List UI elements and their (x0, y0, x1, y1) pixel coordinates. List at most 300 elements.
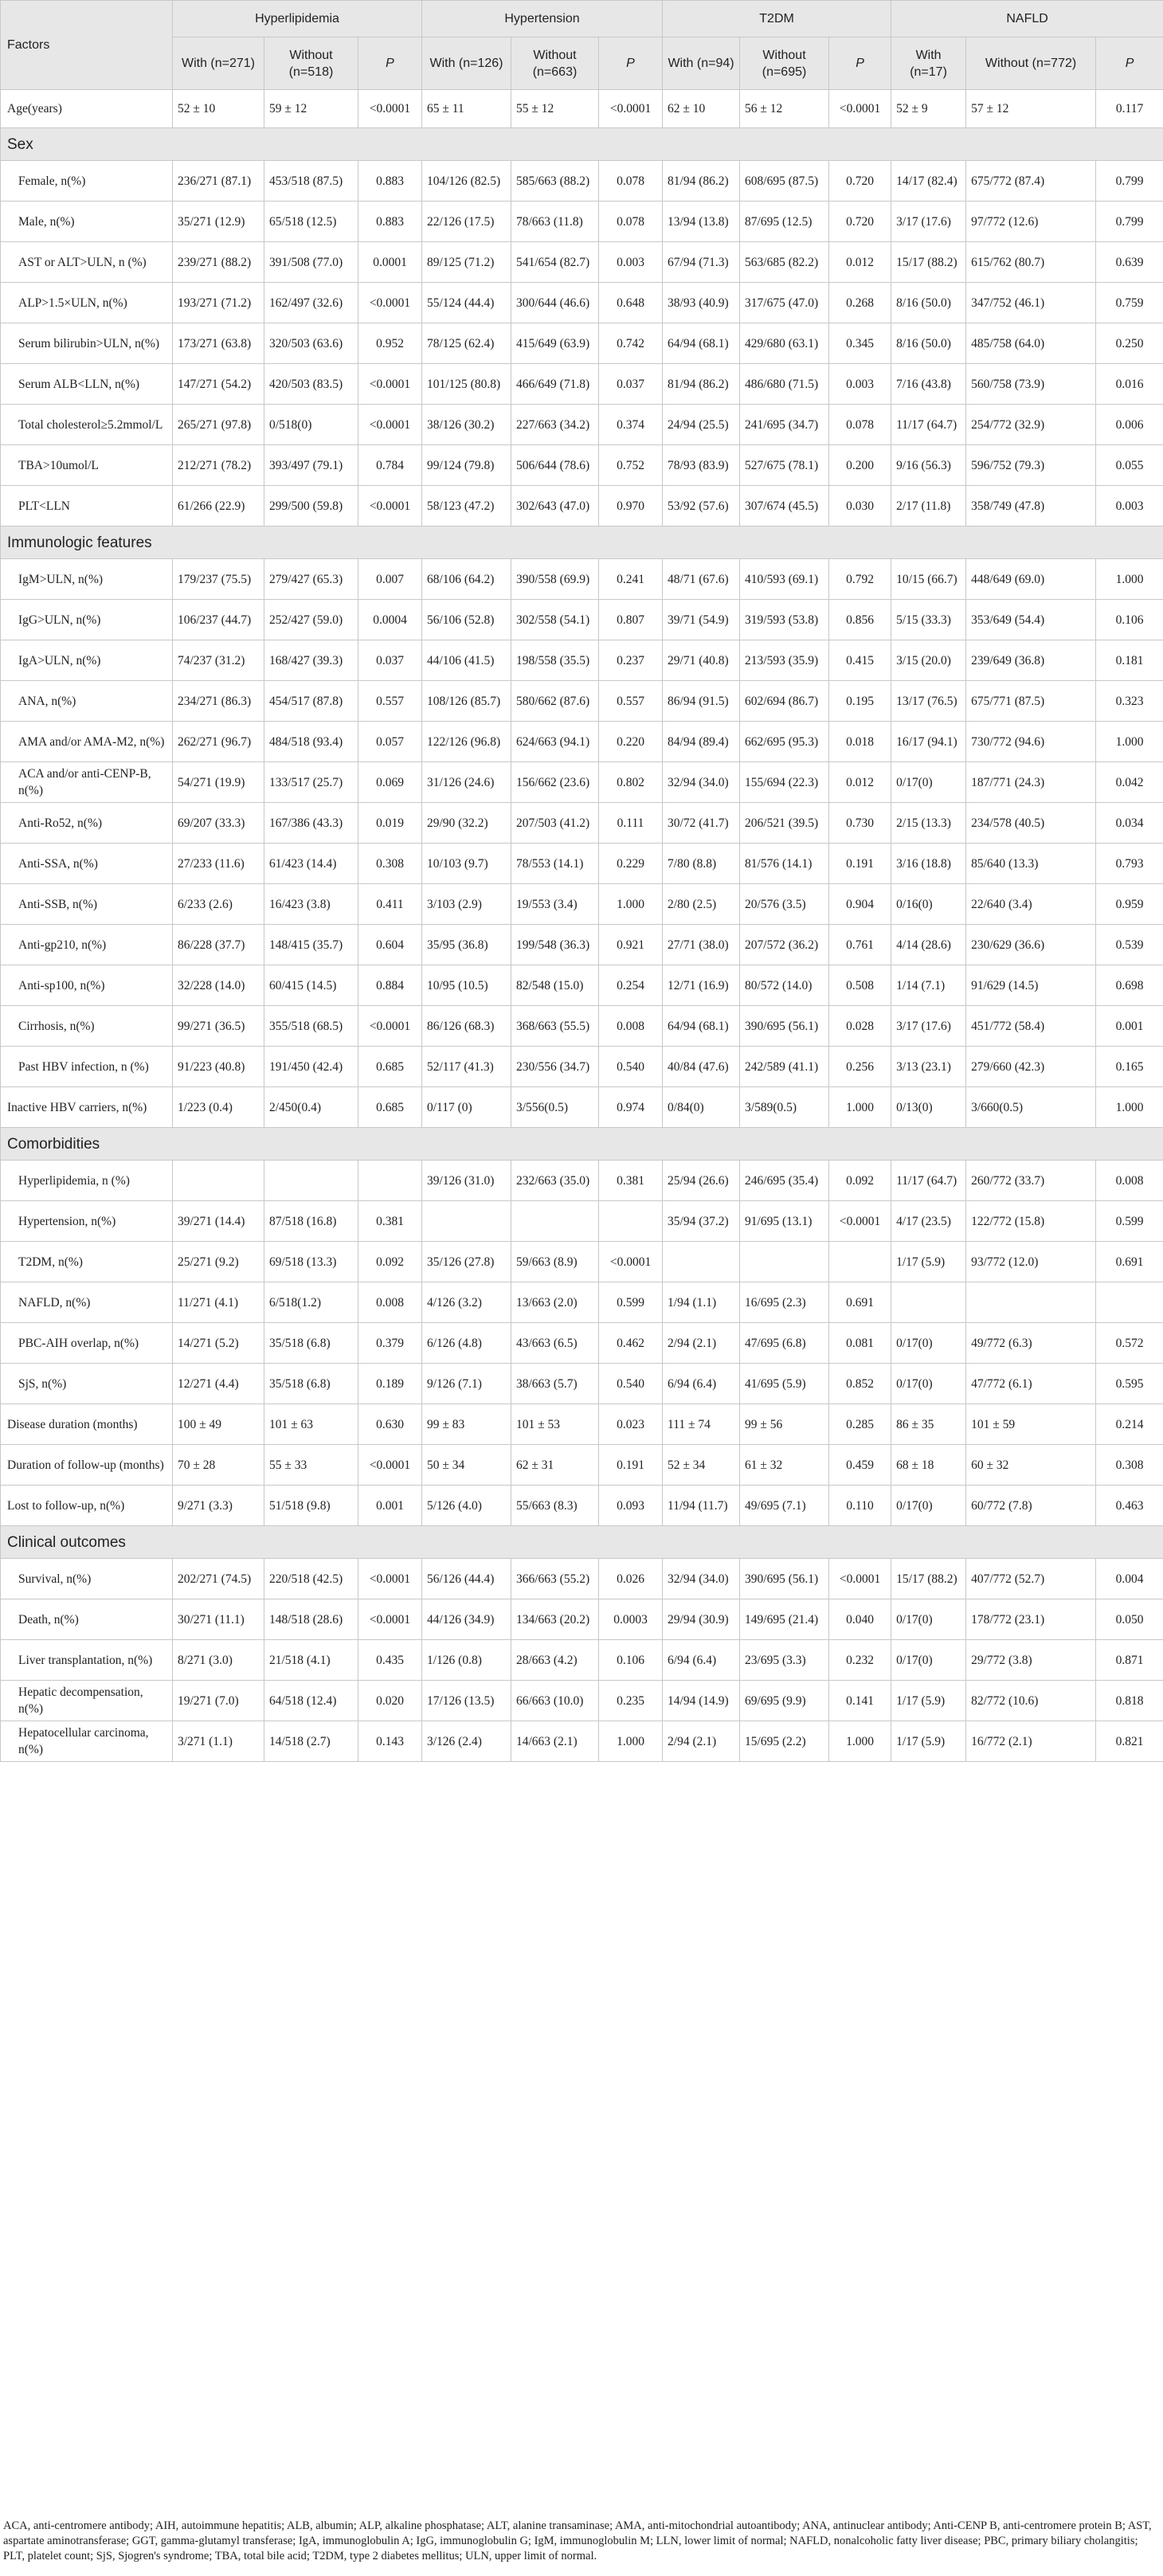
with-cell: 11/94 (11.7) (663, 1486, 740, 1526)
without-cell: 59/663 (8.9) (511, 1242, 599, 1282)
with-cell: 106/237 (44.7) (173, 600, 264, 640)
without-cell: 319/593 (53.8) (740, 600, 829, 640)
p-value-cell: 0.691 (829, 1282, 891, 1323)
p-value-cell: <0.0001 (829, 90, 891, 128)
table-row (1, 1323, 1163, 1364)
with-cell: 35/95 (36.8) (422, 925, 511, 965)
without-cell: 420/503 (83.5) (264, 364, 358, 405)
without-cell: 560/758 (73.9) (966, 364, 1096, 405)
with-cell: 101/125 (80.8) (422, 364, 511, 405)
without-cell: 28/663 (4.2) (511, 1640, 599, 1681)
table-row (1, 1006, 1163, 1047)
without-cell: 59 ± 12 (264, 90, 358, 128)
table-row (1, 445, 1163, 486)
with-cell: 111 ± 74 (663, 1404, 740, 1445)
subheader-with: With (n=17) (891, 37, 966, 90)
p-value-cell: 0.952 (358, 323, 422, 364)
with-cell: 32/94 (34.0) (663, 1559, 740, 1599)
without-cell: 55 ± 12 (511, 90, 599, 128)
with-cell: 39/126 (31.0) (422, 1161, 511, 1201)
without-cell: 16/695 (2.3) (740, 1282, 829, 1323)
without-cell: 35/518 (6.8) (264, 1323, 358, 1364)
without-cell: 347/752 (46.1) (966, 283, 1096, 323)
with-cell: 78/93 (83.9) (663, 445, 740, 486)
p-value-cell: 0.214 (1096, 1404, 1163, 1445)
with-cell: 6/94 (6.4) (663, 1640, 740, 1681)
with-cell: 48/71 (67.6) (663, 559, 740, 600)
p-value-cell: 0.411 (358, 884, 422, 925)
factor-label: Female, n(%) (1, 161, 173, 202)
without-cell: 486/680 (71.5) (740, 364, 829, 405)
with-cell: 86/228 (37.7) (173, 925, 264, 965)
p-value-cell: 0.023 (599, 1404, 663, 1445)
with-cell: 27/233 (11.6) (173, 844, 264, 884)
subheader-with: With (n=94) (663, 37, 740, 90)
without-cell: 178/772 (23.1) (966, 1599, 1096, 1640)
without-cell: 302/643 (47.0) (511, 486, 599, 527)
table-row (1, 1087, 1163, 1128)
without-cell: 206/521 (39.5) (740, 803, 829, 844)
factor-label: AMA and/or AMA-M2, n(%) (1, 722, 173, 762)
with-cell: 29/90 (32.2) (422, 803, 511, 844)
with-cell: 35/271 (12.9) (173, 202, 264, 242)
without-cell: 61/423 (14.4) (264, 844, 358, 884)
without-cell: 61 ± 32 (740, 1445, 829, 1486)
table-row (1, 486, 1163, 527)
with-cell: 265/271 (97.8) (173, 405, 264, 445)
table-row (1, 762, 1163, 803)
without-cell: 167/386 (43.3) (264, 803, 358, 844)
table-row (1, 1445, 1163, 1486)
p-value-cell: 0.648 (599, 283, 663, 323)
without-cell: 391/508 (77.0) (264, 242, 358, 283)
factor-label: Hepatocellular carcinoma, n(%) (1, 1721, 173, 1762)
factor-label: ACA and/or anti-CENP-B, n(%) (1, 762, 173, 803)
with-cell: 4/17 (23.5) (891, 1201, 966, 1242)
without-cell: 355/518 (68.5) (264, 1006, 358, 1047)
without-cell: 3/660(0.5) (966, 1087, 1096, 1128)
with-cell: 32/228 (14.0) (173, 965, 264, 1006)
p-value-cell: 0.254 (599, 965, 663, 1006)
with-cell: 13/17 (76.5) (891, 681, 966, 722)
with-cell: 0/17(0) (891, 762, 966, 803)
with-cell: 13/94 (13.8) (663, 202, 740, 242)
p-value-cell: 0.784 (358, 445, 422, 486)
with-cell: 236/271 (87.1) (173, 161, 264, 202)
with-cell: 14/94 (14.9) (663, 1681, 740, 1721)
p-value-cell: 0.720 (829, 202, 891, 242)
with-cell: 12/271 (4.4) (173, 1364, 264, 1404)
p-value-cell: 0.012 (829, 762, 891, 803)
without-cell: 101 ± 59 (966, 1404, 1096, 1445)
without-cell: 317/675 (47.0) (740, 283, 829, 323)
without-cell: 57 ± 12 (966, 90, 1096, 128)
without-cell: 232/663 (35.0) (511, 1161, 599, 1201)
with-cell: 24/94 (25.5) (663, 405, 740, 445)
with-cell: 30/271 (11.1) (173, 1599, 264, 1640)
p-value-cell: 0.003 (829, 364, 891, 405)
with-cell (663, 1242, 740, 1282)
p-value-cell: 0.852 (829, 1364, 891, 1404)
p-value-cell: 1.000 (1096, 1087, 1163, 1128)
p-value-cell: <0.0001 (358, 283, 422, 323)
table-row (1, 722, 1163, 762)
without-cell: 97/772 (12.6) (966, 202, 1096, 242)
p-value-cell: 0.040 (829, 1599, 891, 1640)
subheader-without: Without (n=663) (511, 37, 599, 90)
without-cell: 302/558 (54.1) (511, 600, 599, 640)
p-value-cell: <0.0001 (599, 1242, 663, 1282)
table-row (1, 405, 1163, 445)
with-cell: 52 ± 9 (891, 90, 966, 128)
with-cell: 27/71 (38.0) (663, 925, 740, 965)
without-cell: 29/772 (3.8) (966, 1640, 1096, 1681)
p-value-cell: 0.181 (1096, 640, 1163, 681)
with-cell: 212/271 (78.2) (173, 445, 264, 486)
p-value-cell: 0.078 (829, 405, 891, 445)
without-cell (966, 1282, 1096, 1323)
without-cell: 527/675 (78.1) (740, 445, 829, 486)
p-value-cell: 0.308 (1096, 1445, 1163, 1486)
without-cell: 49/695 (7.1) (740, 1486, 829, 1526)
without-cell: 78/553 (14.1) (511, 844, 599, 884)
without-cell: 3/556(0.5) (511, 1087, 599, 1128)
table-row (1, 1681, 1163, 1721)
without-cell: 563/685 (82.2) (740, 242, 829, 283)
with-cell: 44/106 (41.5) (422, 640, 511, 681)
without-cell: 608/695 (87.5) (740, 161, 829, 202)
p-value-cell (1096, 1282, 1163, 1323)
without-cell: 21/518 (4.1) (264, 1640, 358, 1681)
with-cell: 84/94 (89.4) (663, 722, 740, 762)
p-value-cell: 0.759 (1096, 283, 1163, 323)
with-cell: 25/271 (9.2) (173, 1242, 264, 1282)
factor-label: Hyperlipidemia, n (%) (1, 1161, 173, 1201)
with-cell: 29/71 (40.8) (663, 640, 740, 681)
with-cell: 35/126 (27.8) (422, 1242, 511, 1282)
p-value-cell: 0.037 (599, 364, 663, 405)
with-cell: 108/126 (85.7) (422, 681, 511, 722)
section-row (1, 1128, 1163, 1161)
subheader-p: P (599, 37, 663, 90)
without-cell: 368/663 (55.5) (511, 1006, 599, 1047)
without-cell: 191/450 (42.4) (264, 1047, 358, 1087)
with-cell: 202/271 (74.5) (173, 1559, 264, 1599)
p-value-cell: 0.0004 (358, 600, 422, 640)
group-header-hyperlipidemia: Hyperlipidemia (173, 1, 422, 37)
p-value-cell: 0.508 (829, 965, 891, 1006)
p-value-cell: 1.000 (1096, 559, 1163, 600)
without-cell: 148/518 (28.6) (264, 1599, 358, 1640)
with-cell: 53/92 (57.6) (663, 486, 740, 527)
table-row (1, 640, 1163, 681)
table-row (1, 1486, 1163, 1526)
with-cell: 179/237 (75.5) (173, 559, 264, 600)
factor-label: Anti-SSB, n(%) (1, 884, 173, 925)
with-cell (422, 1201, 511, 1242)
with-cell: 52 ± 34 (663, 1445, 740, 1486)
p-value-cell: 0.595 (1096, 1364, 1163, 1404)
without-cell: 307/674 (45.5) (740, 486, 829, 527)
without-cell: 22/640 (3.4) (966, 884, 1096, 925)
with-cell: 3/126 (2.4) (422, 1721, 511, 1762)
without-cell: 56 ± 12 (740, 90, 829, 128)
p-value-cell: 0.200 (829, 445, 891, 486)
p-value-cell: 0.018 (829, 722, 891, 762)
with-cell: 6/94 (6.4) (663, 1364, 740, 1404)
with-cell: 9/271 (3.3) (173, 1486, 264, 1526)
without-cell: 410/593 (69.1) (740, 559, 829, 600)
p-value-cell: 0.0003 (599, 1599, 663, 1640)
with-cell: 7/16 (43.8) (891, 364, 966, 405)
with-cell: 3/103 (2.9) (422, 884, 511, 925)
with-cell: 86/94 (91.5) (663, 681, 740, 722)
p-value-cell: 0.241 (599, 559, 663, 600)
p-value-cell: 1.000 (599, 1721, 663, 1762)
without-cell: 484/518 (93.4) (264, 722, 358, 762)
without-cell: 596/752 (79.3) (966, 445, 1096, 486)
factor-label: Age(years) (1, 90, 173, 128)
p-value-cell: 0.106 (1096, 600, 1163, 640)
p-value-cell (829, 1242, 891, 1282)
without-cell: 615/762 (80.7) (966, 242, 1096, 283)
without-cell: 279/660 (42.3) (966, 1047, 1096, 1087)
without-cell: 87/695 (12.5) (740, 202, 829, 242)
with-cell: 29/94 (30.9) (663, 1599, 740, 1640)
without-cell: 82/772 (10.6) (966, 1681, 1096, 1721)
with-cell: 5/15 (33.3) (891, 600, 966, 640)
without-cell: 246/695 (35.4) (740, 1161, 829, 1201)
without-cell: 453/518 (87.5) (264, 161, 358, 202)
without-cell: 47/772 (6.1) (966, 1364, 1096, 1404)
p-value-cell: 0.078 (599, 202, 663, 242)
p-value-cell: 0.904 (829, 884, 891, 925)
without-cell: 49/772 (6.3) (966, 1323, 1096, 1364)
factor-label: Liver transplantation, n(%) (1, 1640, 173, 1681)
without-cell: 393/497 (79.1) (264, 445, 358, 486)
factor-label: ALP>1.5×ULN, n(%) (1, 283, 173, 323)
without-cell: 239/649 (36.8) (966, 640, 1096, 681)
with-cell: 173/271 (63.8) (173, 323, 264, 364)
factor-label: T2DM, n(%) (1, 1242, 173, 1282)
with-cell: 11/271 (4.1) (173, 1282, 264, 1323)
without-cell: 485/758 (64.0) (966, 323, 1096, 364)
p-value-cell: 0.268 (829, 283, 891, 323)
p-value-cell: <0.0001 (829, 1201, 891, 1242)
subheader-with: With (n=271) (173, 37, 264, 90)
without-cell: 60/415 (14.5) (264, 965, 358, 1006)
with-cell: 55/124 (44.4) (422, 283, 511, 323)
with-cell: 81/94 (86.2) (663, 364, 740, 405)
with-cell: 100 ± 49 (173, 1404, 264, 1445)
without-cell: 19/553 (3.4) (511, 884, 599, 925)
p-value-cell: 0.970 (599, 486, 663, 527)
p-value-cell: 0.921 (599, 925, 663, 965)
p-value-cell: 1.000 (1096, 722, 1163, 762)
without-cell: 675/771 (87.5) (966, 681, 1096, 722)
p-value-cell: 0.557 (599, 681, 663, 722)
factor-label: ANA, n(%) (1, 681, 173, 722)
subheader-with: With (n=126) (422, 37, 511, 90)
with-cell: 54/271 (19.9) (173, 762, 264, 803)
with-cell: 4/126 (3.2) (422, 1282, 511, 1323)
p-value-cell: <0.0001 (599, 90, 663, 128)
with-cell: 67/94 (71.3) (663, 242, 740, 283)
p-value-cell: 0.415 (829, 640, 891, 681)
without-cell: 260/772 (33.7) (966, 1161, 1096, 1201)
p-value-cell: 0.026 (599, 1559, 663, 1599)
p-value-cell: 0.799 (1096, 161, 1163, 202)
factor-label: Past HBV infection, n (%) (1, 1047, 173, 1087)
without-cell: 16/772 (2.1) (966, 1721, 1096, 1762)
p-value-cell: 0.028 (829, 1006, 891, 1047)
p-value-cell: 0.256 (829, 1047, 891, 1087)
p-value-cell: 0.141 (829, 1681, 891, 1721)
with-cell: 2/15 (13.3) (891, 803, 966, 844)
without-cell: 242/589 (41.1) (740, 1047, 829, 1087)
factor-label: Serum ALB<LLN, n(%) (1, 364, 173, 405)
p-value-cell: 0.110 (829, 1486, 891, 1526)
with-cell: 0/17(0) (891, 1364, 966, 1404)
table-row (1, 681, 1163, 722)
with-cell: 14/271 (5.2) (173, 1323, 264, 1364)
without-cell (264, 1161, 358, 1201)
without-cell: 198/558 (35.5) (511, 640, 599, 681)
table-row (1, 965, 1163, 1006)
factor-label: AST or ALT>ULN, n (%) (1, 242, 173, 283)
p-value-cell: 0.285 (829, 1404, 891, 1445)
table-row (1, 323, 1163, 364)
p-value-cell: <0.0001 (358, 1559, 422, 1599)
subheader-p: P (1096, 37, 1163, 90)
p-value-cell: 0.752 (599, 445, 663, 486)
with-cell: 40/84 (47.6) (663, 1047, 740, 1087)
section-row (1, 1526, 1163, 1559)
subheader-without: Without (n=695) (740, 37, 829, 90)
with-cell: 2/94 (2.1) (663, 1721, 740, 1762)
section-label: Comorbidities (1, 1128, 1163, 1161)
p-value-cell: 0.003 (1096, 486, 1163, 527)
table-row (1, 1599, 1163, 1640)
with-cell: 6/126 (4.8) (422, 1323, 511, 1364)
without-cell: 390/558 (69.9) (511, 559, 599, 600)
table-row (1, 844, 1163, 884)
without-cell: 69/518 (13.3) (264, 1242, 358, 1282)
without-cell: 227/663 (34.2) (511, 405, 599, 445)
p-value-cell: 0.143 (358, 1721, 422, 1762)
p-value-cell: 0.807 (599, 600, 663, 640)
factor-label: Serum bilirubin>ULN, n(%) (1, 323, 173, 364)
p-value-cell: 0.001 (1096, 1006, 1163, 1047)
without-cell: 580/662 (87.6) (511, 681, 599, 722)
without-cell: 429/680 (63.1) (740, 323, 829, 364)
without-cell: 60 ± 32 (966, 1445, 1096, 1486)
section-row (1, 128, 1163, 161)
without-cell: 149/695 (21.4) (740, 1599, 829, 1640)
with-cell: 193/271 (71.2) (173, 283, 264, 323)
without-cell: 35/518 (6.8) (264, 1364, 358, 1404)
with-cell: 3/13 (23.1) (891, 1047, 966, 1087)
factor-label: IgM>ULN, n(%) (1, 559, 173, 600)
p-value-cell: 0.030 (829, 486, 891, 527)
with-cell: 86/126 (68.3) (422, 1006, 511, 1047)
group-header-t2dm: T2DM (663, 1, 891, 37)
without-cell: 506/644 (78.6) (511, 445, 599, 486)
with-cell: 9/16 (56.3) (891, 445, 966, 486)
factor-label: Duration of follow-up (months) (1, 1445, 173, 1486)
factor-label: IgG>ULN, n(%) (1, 600, 173, 640)
without-cell: 38/663 (5.7) (511, 1364, 599, 1404)
table-row (1, 1640, 1163, 1681)
with-cell: 99 ± 83 (422, 1404, 511, 1445)
p-value-cell: 0.572 (1096, 1323, 1163, 1364)
without-cell: 134/663 (20.2) (511, 1599, 599, 1640)
p-value-cell: 0.006 (1096, 405, 1163, 445)
factor-label: TBA>10umol/L (1, 445, 173, 486)
with-cell: 69/207 (33.3) (173, 803, 264, 844)
without-cell: 675/772 (87.4) (966, 161, 1096, 202)
without-cell: 162/497 (32.6) (264, 283, 358, 323)
p-value-cell: 0.111 (599, 803, 663, 844)
with-cell: 2/80 (2.5) (663, 884, 740, 925)
with-cell: 234/271 (86.3) (173, 681, 264, 722)
with-cell: 74/237 (31.2) (173, 640, 264, 681)
factor-label: Anti-sp100, n(%) (1, 965, 173, 1006)
with-cell: 0/13(0) (891, 1087, 966, 1128)
without-cell: 65/518 (12.5) (264, 202, 358, 242)
without-cell: 14/663 (2.1) (511, 1721, 599, 1762)
without-cell: 69/695 (9.9) (740, 1681, 829, 1721)
with-cell: 64/94 (68.1) (663, 1006, 740, 1047)
with-cell: 3/16 (18.8) (891, 844, 966, 884)
p-value-cell: 1.000 (829, 1087, 891, 1128)
without-cell: 230/629 (36.6) (966, 925, 1096, 965)
with-cell: 39/71 (54.9) (663, 600, 740, 640)
p-value-cell: <0.0001 (829, 1559, 891, 1599)
p-value-cell (358, 1161, 422, 1201)
with-cell: 19/271 (7.0) (173, 1681, 264, 1721)
table-row (1, 925, 1163, 965)
factors-header: Factors (1, 1, 173, 90)
without-cell: 207/503 (41.2) (511, 803, 599, 844)
without-cell: 585/663 (88.2) (511, 161, 599, 202)
factor-label: Anti-Ro52, n(%) (1, 803, 173, 844)
with-cell: 35/94 (37.2) (663, 1201, 740, 1242)
with-cell: 81/94 (86.2) (663, 161, 740, 202)
table-body (1, 90, 1163, 1762)
with-cell: 3/17 (17.6) (891, 202, 966, 242)
section-label: Immunologic features (1, 527, 1163, 559)
table-row (1, 283, 1163, 323)
factor-label: Hepatic decompensation, n(%) (1, 1681, 173, 1721)
section-row (1, 527, 1163, 559)
p-value-cell: 0.250 (1096, 323, 1163, 364)
p-value-cell: 0.462 (599, 1323, 663, 1364)
p-value-cell: 0.001 (358, 1486, 422, 1526)
without-cell: 2/450(0.4) (264, 1087, 358, 1128)
with-cell: 8/16 (50.0) (891, 283, 966, 323)
with-cell: 56/126 (44.4) (422, 1559, 511, 1599)
without-cell: 415/649 (63.9) (511, 323, 599, 364)
table-row (1, 202, 1163, 242)
factor-label: Lost to follow-up, n(%) (1, 1486, 173, 1526)
p-value-cell: 0.081 (829, 1323, 891, 1364)
p-value-cell: 0.020 (358, 1681, 422, 1721)
without-cell: 213/593 (35.9) (740, 640, 829, 681)
without-cell: 64/518 (12.4) (264, 1681, 358, 1721)
without-cell: 541/654 (82.7) (511, 242, 599, 283)
subheader-without: Without (n=518) (264, 37, 358, 90)
